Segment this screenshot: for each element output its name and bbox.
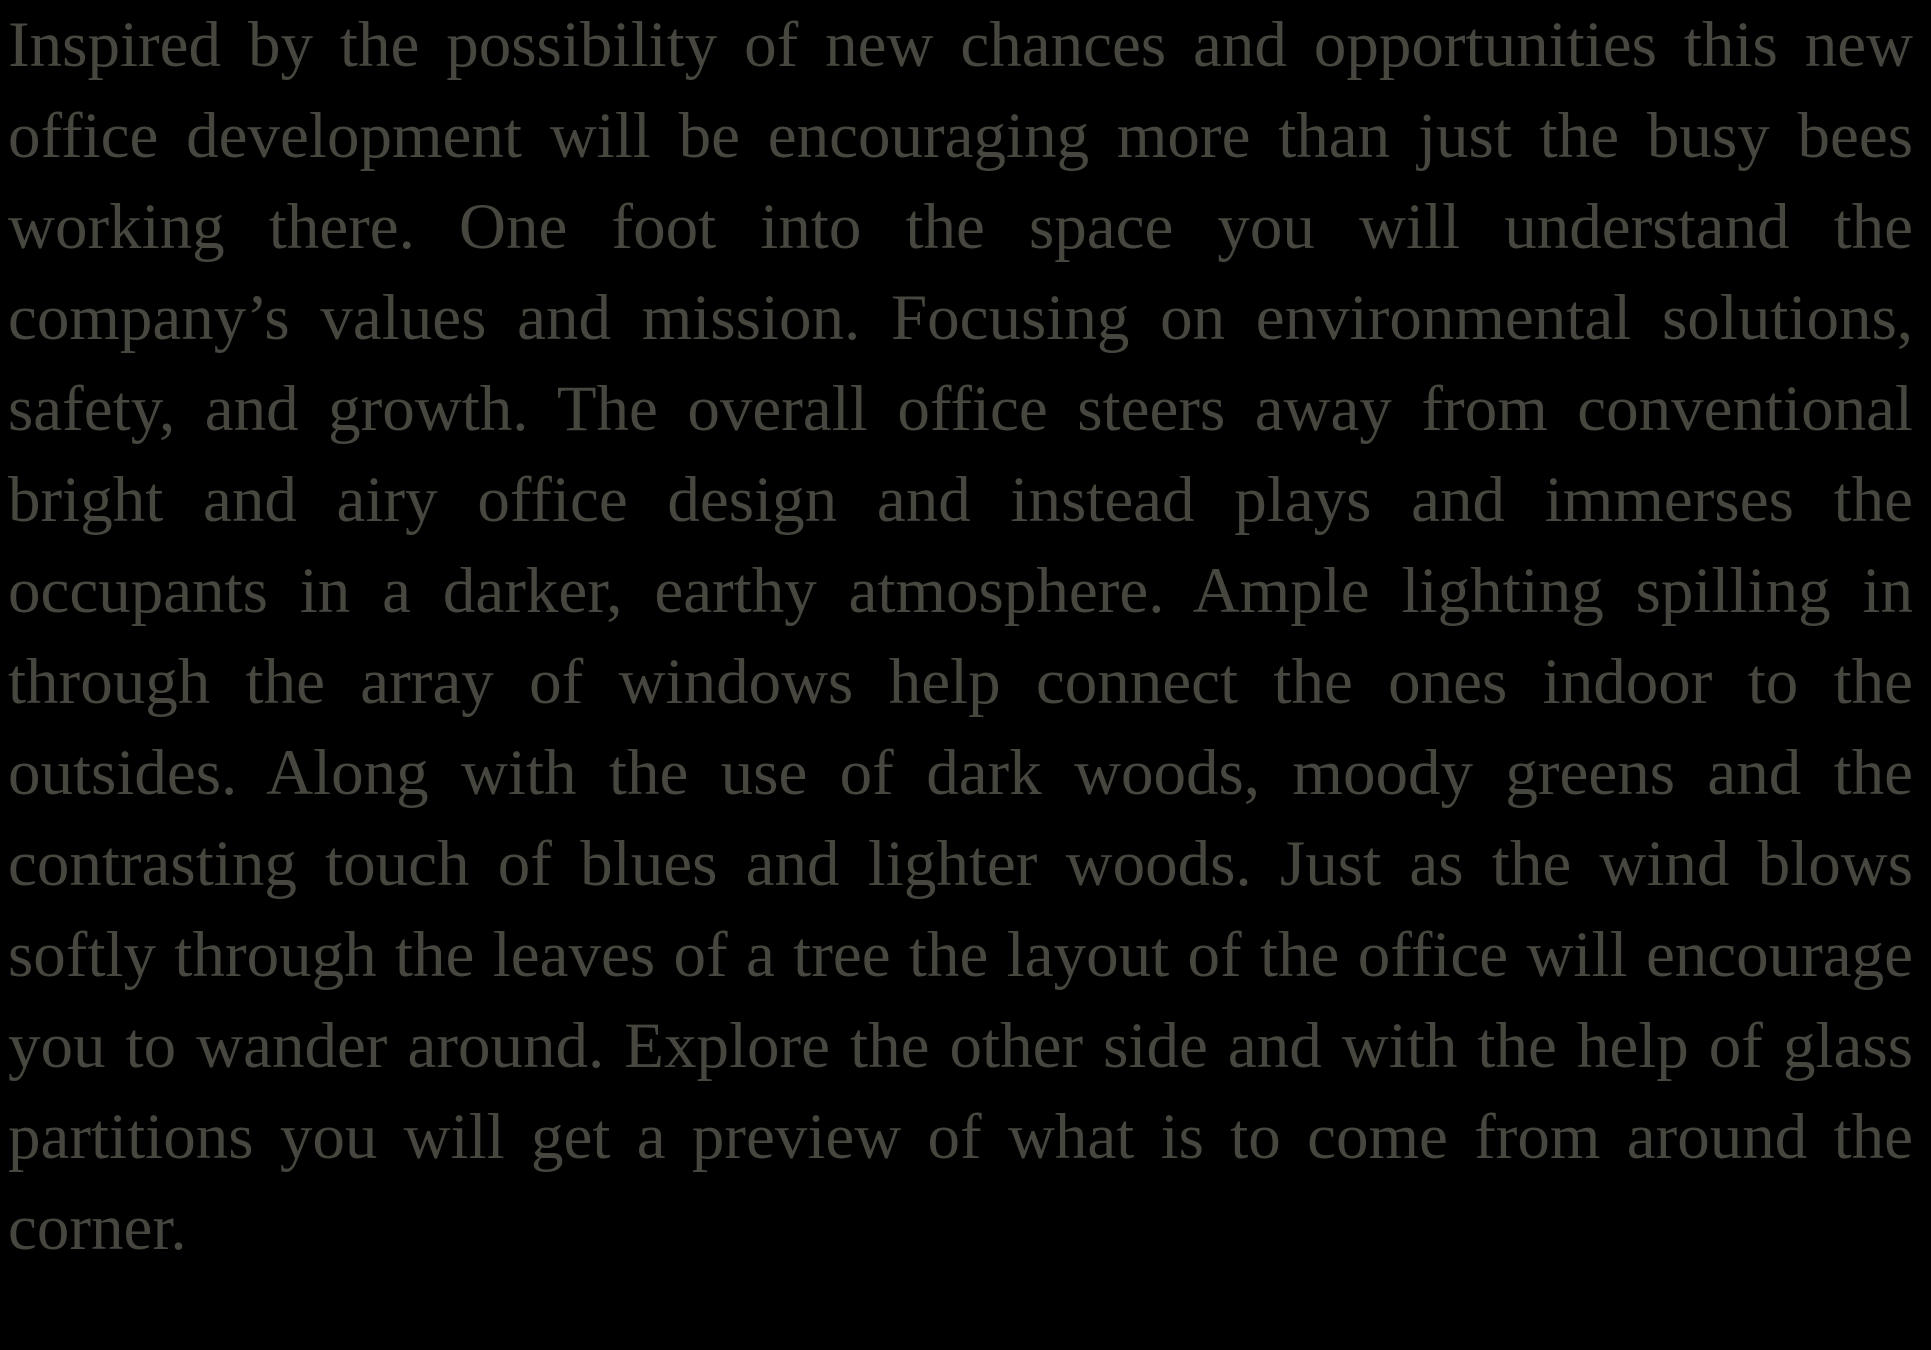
body-paragraph: Inspired by the possibility of new chances and opportunities this new office development will be encouraging more than just the busy bees working there. One foot into the space you will understand the company’s values and mission. Focusing on environmental solutions, safety, and growth. The overall office steers away from conventional bright and airy office design and instead plays and immerses the occupants in a darker, earthy atmosphere. Ample lighting spilling in through the array of windows help connect the ones indoor to the outsides. Along with the use of dark woods, moody greens and the contrasting touch of blues and lighter woods. Just as the wind blows softly through the leaves of a tree the layout of the office will encourage you to wander around. Explore the other side and with the help of glass partitions you will get a preview of what is to come from around the corner. bbox=[8, 9, 1913, 1264]
